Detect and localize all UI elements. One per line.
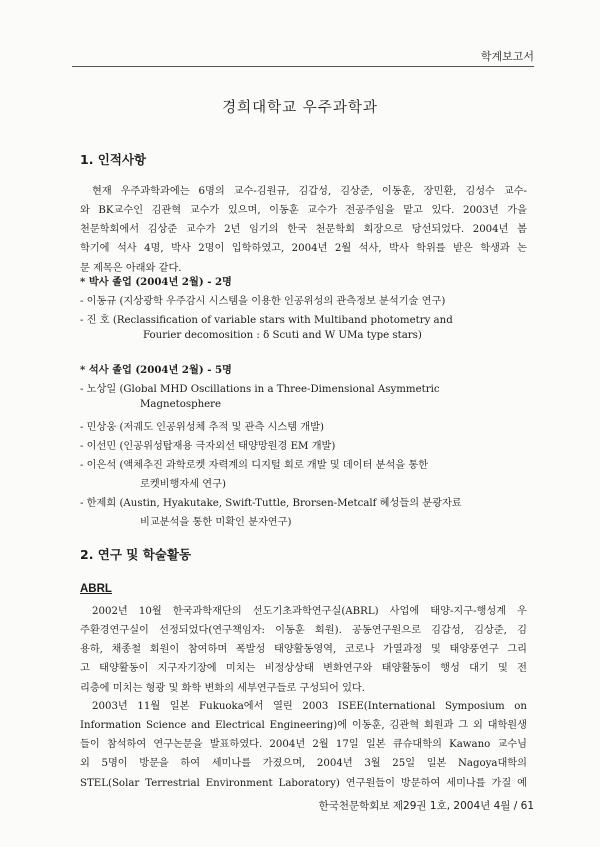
section-2-heading: 2. 연구 및 학술활동 xyxy=(80,547,192,562)
phd-entry: - 진 호 (Reclassification of variable stars with Multiband photometry and xyxy=(80,315,453,326)
intro-line: 와 BK교수인 김관혁 교수가 있으며, 이동훈 교수가 전공주임을 맡고 있다. 2003년 가을 xyxy=(80,205,527,216)
para-line: 들이 참석하여 연구논문을 발표하였다. 2004년 2월 17일 일본 큐슈대학의 Kawano 교수님 xyxy=(80,739,527,751)
abrl-para-2 xyxy=(80,716,527,793)
para-line: 주환경연구실이 선정되었다(연구책임자: 이동훈 회원). 공동연구원으로 김갑성, 김상준, 김 xyxy=(80,625,527,636)
abrl-para-2-first xyxy=(92,697,527,716)
intro-line: 천문학회에서 김상준 교수가 2년 임기의 한국 천문학회 회장으로 당선되었다. 2004년 봄 xyxy=(80,224,527,236)
abrl-para-1 xyxy=(80,621,527,698)
article-title: 경희대학교 우주과학과 xyxy=(222,100,378,116)
ms-entry-continued: Magnetosphere xyxy=(140,399,222,410)
section-1-heading: 1. 인적사항 xyxy=(80,152,147,167)
ms-entry: - 노상일 (Global MHD Oscillations in a Three-Dimensional Asymmetric xyxy=(80,384,440,395)
ms-entry: - 이선민 (인공위성탑재용 극자외선 태양망원경 EM 개발) xyxy=(80,441,336,452)
phd-entry-continued: Fourier decomosition : δ Scuti and W UMa type stars) xyxy=(143,330,422,341)
intro-line: 문 제목은 아래와 같다. xyxy=(80,262,182,274)
ms-entry-continued: 비교분석을 통한 미확인 분자연구) xyxy=(140,517,292,528)
ms-entry: - 이은석 (액체추진 과학로켓 자력계의 디지털 회로 개발 및 데이터 분석을 통한 xyxy=(80,460,429,471)
para-line: 외 5명이 방문을 하여 세미나를 가졌으며, 2004년 3월 25일 일본 Nagoya대학의 xyxy=(80,758,527,770)
section-1-intro-rest xyxy=(80,201,527,278)
para-line: 2002년 10월 한국과학재단의 선도기초과학연구실(ABRL) 사업에 태양-지구-행성계 우 xyxy=(92,606,527,617)
header-rule xyxy=(72,66,534,67)
phd-heading: * 박사 졸업 (2004년 2월) - 2명 xyxy=(80,276,232,288)
abrl-para-1-first xyxy=(92,602,527,621)
abrl-subheading: ABRL xyxy=(80,583,112,595)
para-line: STEL(Solar Terrestrial Environment Laboratory) 연구원들이 방문하여 세미나를 가질 예 xyxy=(80,777,527,789)
ms-entry: - 민상웅 (저궤도 인공위성체 추적 및 관측 시스템 개발) xyxy=(80,422,324,433)
intro-line: 현재 우주과학과에는 6명의 교수-김원규, 김갑성, 김상준, 이동훈, 장민환, 김성수 교수- xyxy=(92,186,527,197)
ms-heading: * 석사 졸업 (2004년 2월) - 5명 xyxy=(80,364,232,376)
section-1-intro xyxy=(92,182,527,201)
intro-line: 학기에 석사 4명, 박사 2명이 입학하였고, 2004년 2월 석사, 박사 학위를 받은 학생과 논 xyxy=(80,243,527,255)
para-line: 고 태양활동이 지구자기장에 미치는 비정상상태 변화연구와 태양활동이 행성 대기 및 전 xyxy=(80,663,527,675)
para-line: 2003년 11월 일본 Fukuoka에서 열린 2003 ISEE(International Symposium on xyxy=(92,701,527,712)
phd-entry: - 이동규 (지상광학 우주감시 시스템을 이용한 인공위성의 관측정보 분석기술 연구) xyxy=(80,296,446,307)
journal-citation-footer: 한국천문학회보 제29권 1호, 2004년 4월 / 61 xyxy=(318,800,534,812)
para-line: Information Science and Electrical Engineering)에 이동훈, 김관혁 회원과 그 외 대학원생 xyxy=(80,720,527,731)
ms-entry-continued: 로켓비행자세 연구) xyxy=(140,479,226,490)
para-line: 용하, 채종철 회원이 참여하며 폭발성 태양활동영역, 코로나 가열과정 및 태양풍연구 그리 xyxy=(80,644,527,656)
journal-section-tag: 학계보고서 xyxy=(480,50,534,63)
para-line: 리층에 미치는 형광 및 화학 변화의 세부연구들로 구성되어 있다. xyxy=(80,682,366,694)
ms-entry: - 한제희 (Austin, Hyakutake, Swift-Tuttle, Brorsen-Metcalf 혜성들의 분광자료 xyxy=(80,498,462,509)
